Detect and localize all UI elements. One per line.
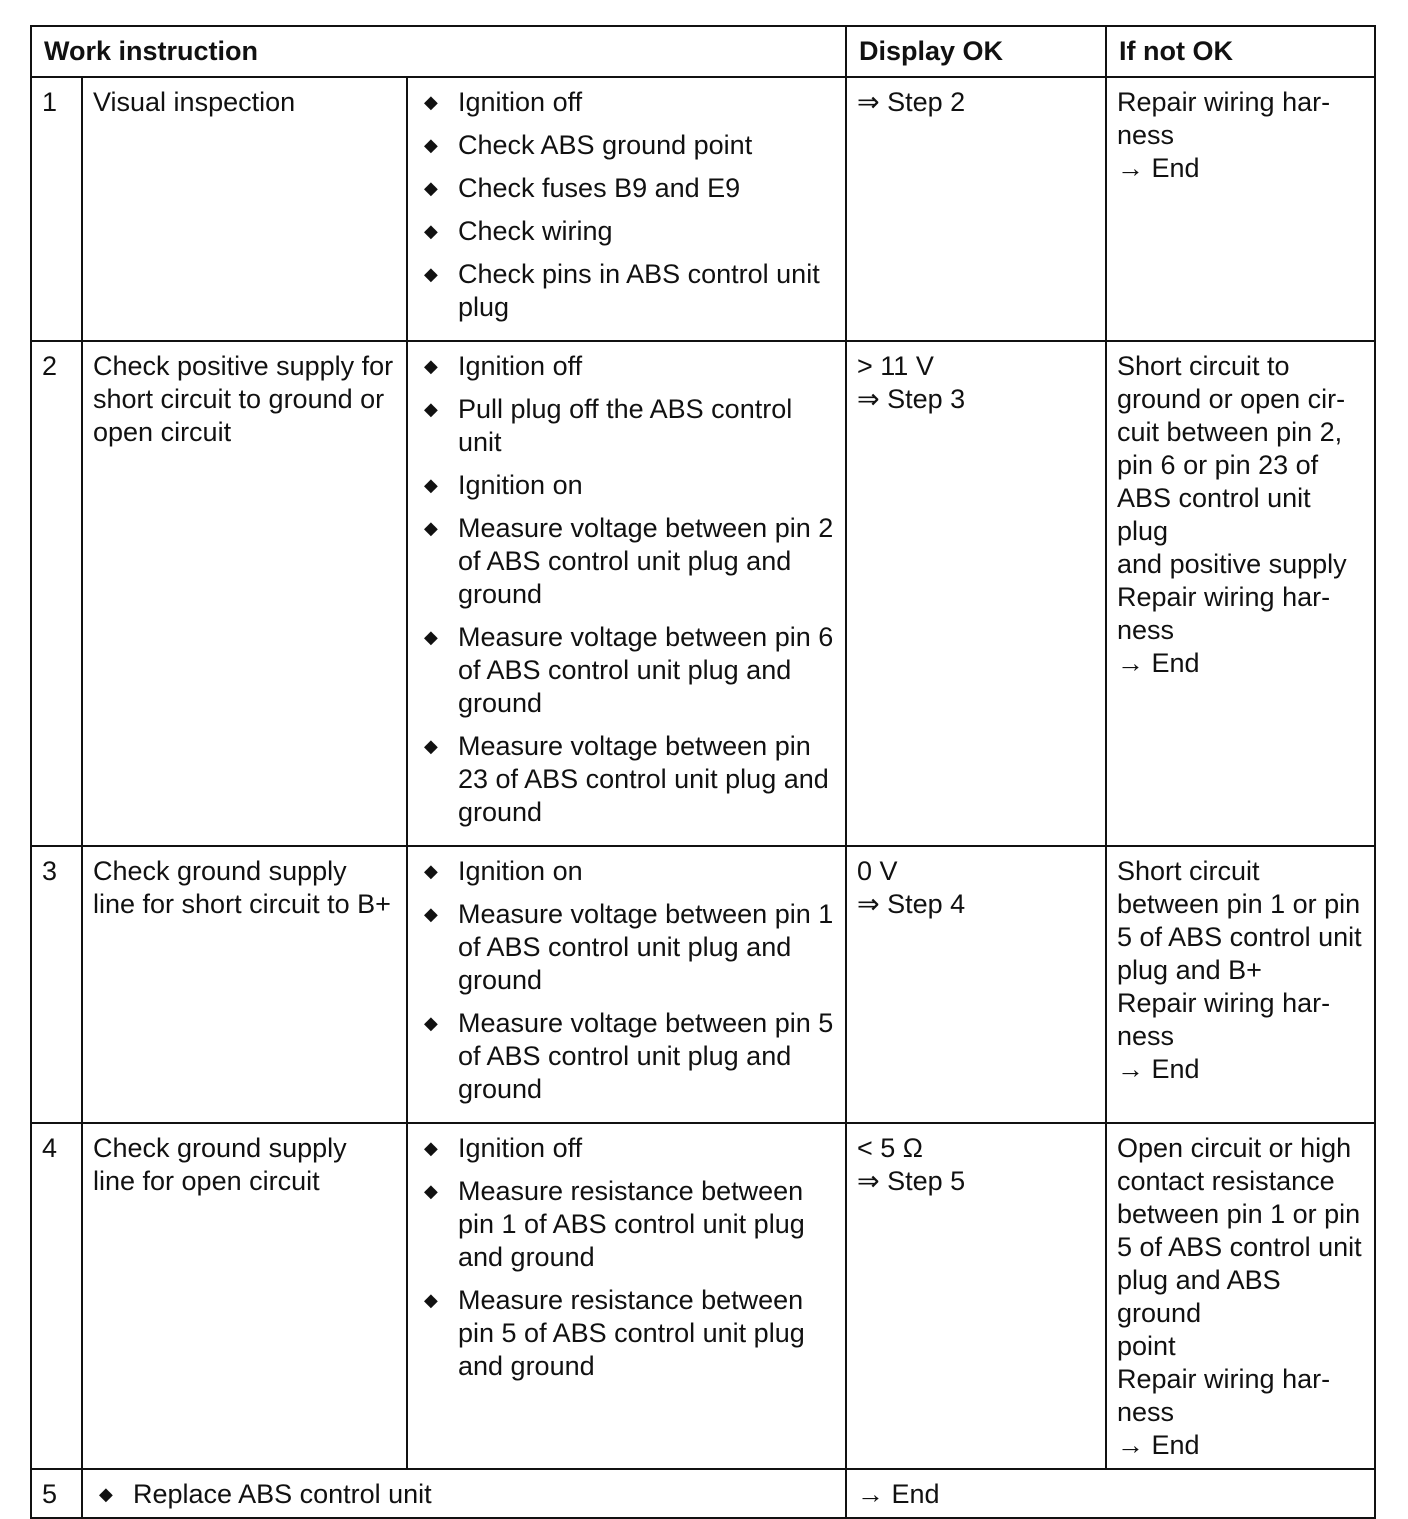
if-not-ok-cell [1106,77,1375,341]
diamond-bullet-icon: ◆ [424,264,438,284]
table-body [31,77,1375,1518]
list-item [418,1284,835,1383]
list-item [418,1007,835,1106]
if-not-ok-line: ness [1117,120,1175,150]
if-not-ok-line: Open circuit or high [1117,1133,1352,1163]
step-text: Ignition on [458,470,583,500]
if-not-ok-line: ABS control unit plug [1117,483,1311,546]
diamond-bullet-icon: ◆ [424,1290,438,1310]
if-not-ok-line: cuit between pin 2, [1117,417,1343,447]
diamond-bullet-icon: ◆ [424,518,438,538]
display-ok-cell [846,846,1106,1123]
list-item [418,172,835,205]
if-not-ok-line: ness [1117,1021,1175,1051]
step-text: Check pins in ABS control unit plug [458,259,820,322]
row-title: Check positive supply for short circuit to ground or open circuit [82,341,407,846]
step-text: Ignition off [458,1133,583,1163]
list-item [418,512,835,611]
diamond-bullet-icon: ◆ [424,399,438,419]
step-text: Measure voltage between pin 23 of ABS control unit plug and ground [458,731,829,827]
step-text: Ignition off [458,87,583,117]
table-row-4 [31,1123,1375,1469]
list-item [418,1132,835,1165]
if-not-ok-line: between pin 1 or pin [1117,1199,1361,1229]
step-text: Measure voltage between pin 2 of ABS control unit plug and ground [458,513,834,609]
header-row [31,26,1375,77]
header-if-not-ok: If not OK [1106,26,1375,77]
step-text: Check wiring [458,216,613,246]
diamond-bullet-icon: ◆ [424,627,438,647]
diamond-bullet-icon: ◆ [424,92,438,112]
display-ok-line: 0 V [857,856,898,886]
if-not-ok-line: 5 of ABS control unit [1117,1232,1362,1262]
if-not-ok-line: ness [1117,1397,1175,1427]
row-number: 2 [31,341,82,846]
display-ok-cell [846,77,1106,341]
if-not-ok-line: Repair wiring har- [1117,87,1331,117]
step-text: Measure voltage between pin 6 of ABS control unit plug and ground [458,622,834,718]
if-not-ok-line: Repair wiring har- [1117,582,1331,612]
steps-list [418,1132,835,1383]
step-text: Check ABS ground point [458,130,753,160]
list-item [418,86,835,119]
diamond-bullet-icon: ◆ [424,356,438,376]
row-number: 4 [31,1123,82,1469]
table-row-2 [31,341,1375,846]
diamond-bullet-icon: ◆ [424,178,438,198]
steps-list [418,350,835,829]
list-item [418,730,835,829]
row-steps-cell [407,1123,846,1469]
diamond-bullet-icon: ◆ [424,1013,438,1033]
list-item [418,350,835,383]
if-not-ok-line: plug and B+ [1117,955,1262,985]
display-ok-line: < 5 Ω [857,1133,923,1163]
display-ok-line: ⇒ Step 3 [857,384,966,414]
if-not-ok-line: → End [1117,1430,1200,1460]
table-row-1 [31,77,1375,341]
if-not-ok-line: contact resistance [1117,1166,1335,1196]
list-item [418,215,835,248]
if-not-ok-line: 5 of ABS control unit [1117,922,1362,952]
list-item [93,1478,835,1511]
row5-step-cell [82,1469,846,1518]
step-text: Measure resistance between pin 5 of ABS control unit plug and ground [458,1285,805,1381]
display-ok-line: ⇒ Step 2 [857,87,966,117]
row-number: 1 [31,77,82,341]
if-not-ok-line: → End [1117,153,1200,183]
steps-list [418,86,835,324]
if-not-ok-line: Short circuit [1117,856,1260,886]
list-item [418,855,835,888]
steps-list [418,855,835,1106]
if-not-ok-cell [1106,1123,1375,1469]
step-text: Measure resistance between pin 1 of ABS control unit plug and ground [458,1176,805,1272]
display-ok-line: ⇒ Step 4 [857,889,966,919]
if-not-ok-line: ness [1117,615,1175,645]
work-instruction-table [30,25,1376,1519]
row-title: Check ground supply line for open circuit [82,1123,407,1469]
list-item [418,469,835,502]
list-item [418,1175,835,1274]
list-item [418,898,835,997]
diamond-bullet-icon: ◆ [424,736,438,756]
display-ok-line: ⇒ Step 5 [857,1166,966,1196]
if-not-ok-line: Repair wiring har- [1117,988,1331,1018]
list-item [418,258,835,324]
row-title: Visual inspection [82,77,407,341]
if-not-ok-line: pin 6 or pin 23 of [1117,450,1319,480]
table-row-5 [31,1469,1375,1518]
diamond-bullet-icon: ◆ [424,861,438,881]
row5-result: → End [846,1469,1375,1518]
if-not-ok-line: and positive supply [1117,549,1347,579]
step-text: Pull plug off the ABS control unit [458,394,793,457]
list-item [418,393,835,459]
if-not-ok-line: → End [1117,648,1200,678]
step-text: Ignition on [458,856,583,886]
table-row-3 [31,846,1375,1123]
list-item [418,621,835,720]
header-display-ok: Display OK [846,26,1106,77]
diamond-bullet-icon: ◆ [99,1484,113,1504]
if-not-ok-line: Repair wiring har- [1117,1364,1331,1394]
step-text: Measure voltage between pin 5 of ABS control unit plug and ground [458,1008,834,1104]
step-text: Check fuses B9 and E9 [458,173,741,203]
if-not-ok-line: plug and ABS ground [1117,1265,1281,1328]
header-work-instruction: Work instruction [31,26,846,77]
diamond-bullet-icon: ◆ [424,1138,438,1158]
step-text: Replace ABS control unit [133,1479,432,1509]
step-text: Measure voltage between pin 1 of ABS control unit plug and ground [458,899,834,995]
if-not-ok-line: → End [1117,1054,1200,1084]
display-ok-cell [846,341,1106,846]
display-ok-line: > 11 V [857,351,934,381]
diamond-bullet-icon: ◆ [424,475,438,495]
if-not-ok-line: Short circuit to [1117,351,1290,381]
diamond-bullet-icon: ◆ [424,1181,438,1201]
step-text: Ignition off [458,351,583,381]
diamond-bullet-icon: ◆ [424,221,438,241]
row-steps-cell [407,341,846,846]
list-item [418,129,835,162]
row-title: Check ground supply line for short circuit to B+ [82,846,407,1123]
diamond-bullet-icon: ◆ [424,135,438,155]
if-not-ok-line: ground or open cir- [1117,384,1346,414]
if-not-ok-cell [1106,341,1375,846]
row-steps-cell [407,77,846,341]
diamond-bullet-icon: ◆ [424,904,438,924]
row-number: 3 [31,846,82,1123]
row-steps-cell [407,846,846,1123]
display-ok-cell [846,1123,1106,1469]
if-not-ok-line: between pin 1 or pin [1117,889,1361,919]
if-not-ok-cell [1106,846,1375,1123]
if-not-ok-line: point [1117,1331,1176,1361]
row-number: 5 [31,1469,82,1518]
